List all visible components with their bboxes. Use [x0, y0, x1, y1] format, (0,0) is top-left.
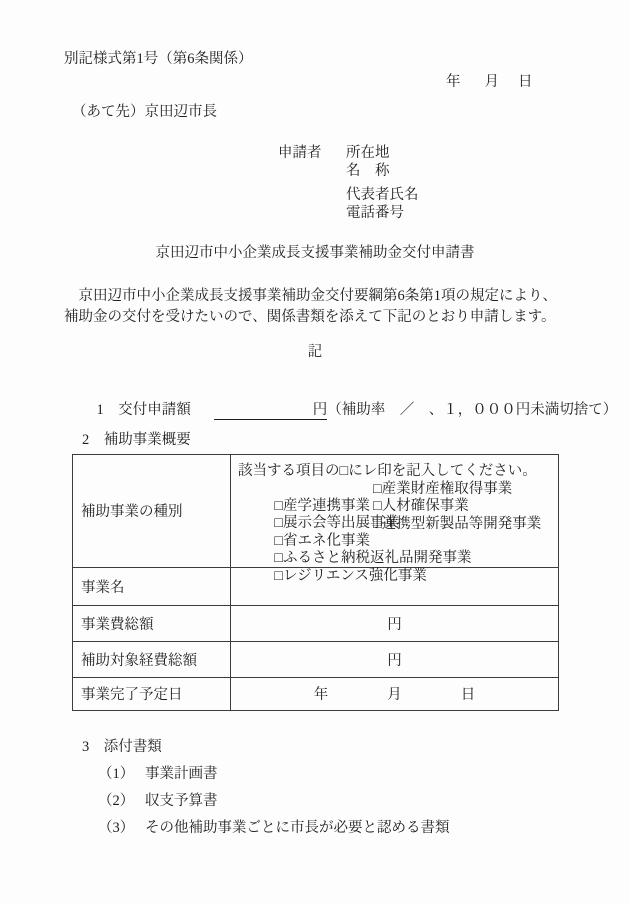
body-paragraph-line2: 補助金の交付を受けたいので、関係書類を添えて下記のとおり申請します。	[64, 309, 556, 325]
checkbox-option[interactable]: □省エネ化事業	[274, 532, 371, 549]
applicant-phone-label: 電話番号	[346, 205, 404, 221]
grant-amount-heading: 1 交付申請額	[96, 402, 191, 419]
type-header-cell: 補助事業の種別	[73, 455, 231, 568]
applicant-representative-label: 代表者氏名	[346, 187, 419, 203]
project-name-header-cell: 事業名	[73, 567, 231, 605]
attachment-item	[98, 793, 218, 810]
date-line	[446, 74, 533, 91]
attachments-section-heading: 3 添付書類	[82, 739, 162, 755]
eligible-cost-value-cell[interactable]: 円	[231, 641, 559, 677]
grant-amount-line	[82, 385, 617, 437]
checkbox-option[interactable]: □連携型新製品等開発事業	[373, 515, 542, 532]
completion-year-label: 年	[313, 687, 329, 704]
date-year-label: 年	[446, 74, 461, 90]
completion-date-labels	[231, 683, 558, 704]
checkbox-instruction: 該当する項目の□にレ印を記入してください。	[238, 463, 537, 479]
applicant-address-label: 所在地	[346, 145, 390, 161]
attachment-item-text: 事業計画書	[145, 766, 218, 782]
table-row-eligible-cost	[73, 641, 559, 677]
checkbox-option[interactable]: □産学連携事業	[274, 497, 371, 514]
checkbox-option[interactable]: □産業財産権取得事業	[373, 480, 513, 497]
checkbox-line	[238, 529, 552, 567]
checkbox-line	[238, 547, 552, 584]
total-cost-header-cell: 事業費総額	[73, 605, 231, 641]
completion-day-label: 日	[460, 687, 476, 704]
checkbox-line	[238, 512, 552, 549]
attachment-item	[98, 820, 450, 837]
checkbox-option[interactable]: □ふるさと納税返礼品開発事業	[274, 550, 472, 567]
applicant-label: 申請者	[278, 145, 322, 161]
checkbox-option[interactable]: □人材確保事業	[373, 498, 469, 515]
date-month-label: 月	[484, 74, 499, 90]
table-row-type	[73, 455, 559, 568]
attachment-item-number: （2）	[98, 793, 135, 809]
grant-amount-field[interactable]	[214, 402, 328, 420]
table-row-completion-date	[73, 677, 559, 710]
completion-date-value-cell[interactable]	[231, 677, 559, 710]
checkbox-option[interactable]: □展示会等出展事業	[274, 515, 400, 532]
total-cost-value-cell[interactable]: 円	[231, 605, 559, 641]
overview-section-heading: 2 補助事業概要	[82, 432, 191, 448]
body-paragraph-line1: 京田辺市中小企業成長支援事業補助金交付要綱第6条第1項の規定により、	[64, 288, 557, 304]
applicant-name-label: 名 称	[346, 163, 390, 179]
attachment-item-text: 収支予算書	[145, 793, 218, 809]
table-row-total-cost	[73, 605, 559, 641]
attachment-item-text: その他補助事業ごとに市長が必要と認める書類	[145, 820, 450, 836]
grant-amount-blank[interactable]	[214, 402, 313, 414]
attachment-item-number: （1）	[98, 766, 135, 782]
date-day-label: 日	[518, 74, 533, 90]
document-title: 京田辺市中小企業成長支援事業補助金交付申請書	[155, 245, 475, 261]
completion-month-label: 月	[387, 687, 402, 704]
attachment-item-number: （3）	[98, 820, 135, 836]
record-mark: 記	[307, 344, 323, 360]
overview-table	[72, 454, 559, 711]
addressee-line: （あて先）京田辺市長	[72, 104, 217, 120]
completion-date-header-cell: 事業完了予定日	[73, 677, 231, 710]
grant-amount-note: （補助率 ／ 、１，０００円未満切捨て）	[327, 402, 618, 419]
form-number: 別記様式第1号（第6条関係）	[64, 51, 253, 67]
type-options-cell	[231, 455, 559, 584]
attachment-item	[98, 766, 218, 783]
grant-amount-unit-label: 円	[312, 402, 328, 419]
checkbox-option[interactable]: □レジリエンス強化事業	[274, 567, 427, 584]
eligible-cost-header-cell: 補助対象経費総額	[73, 641, 231, 677]
